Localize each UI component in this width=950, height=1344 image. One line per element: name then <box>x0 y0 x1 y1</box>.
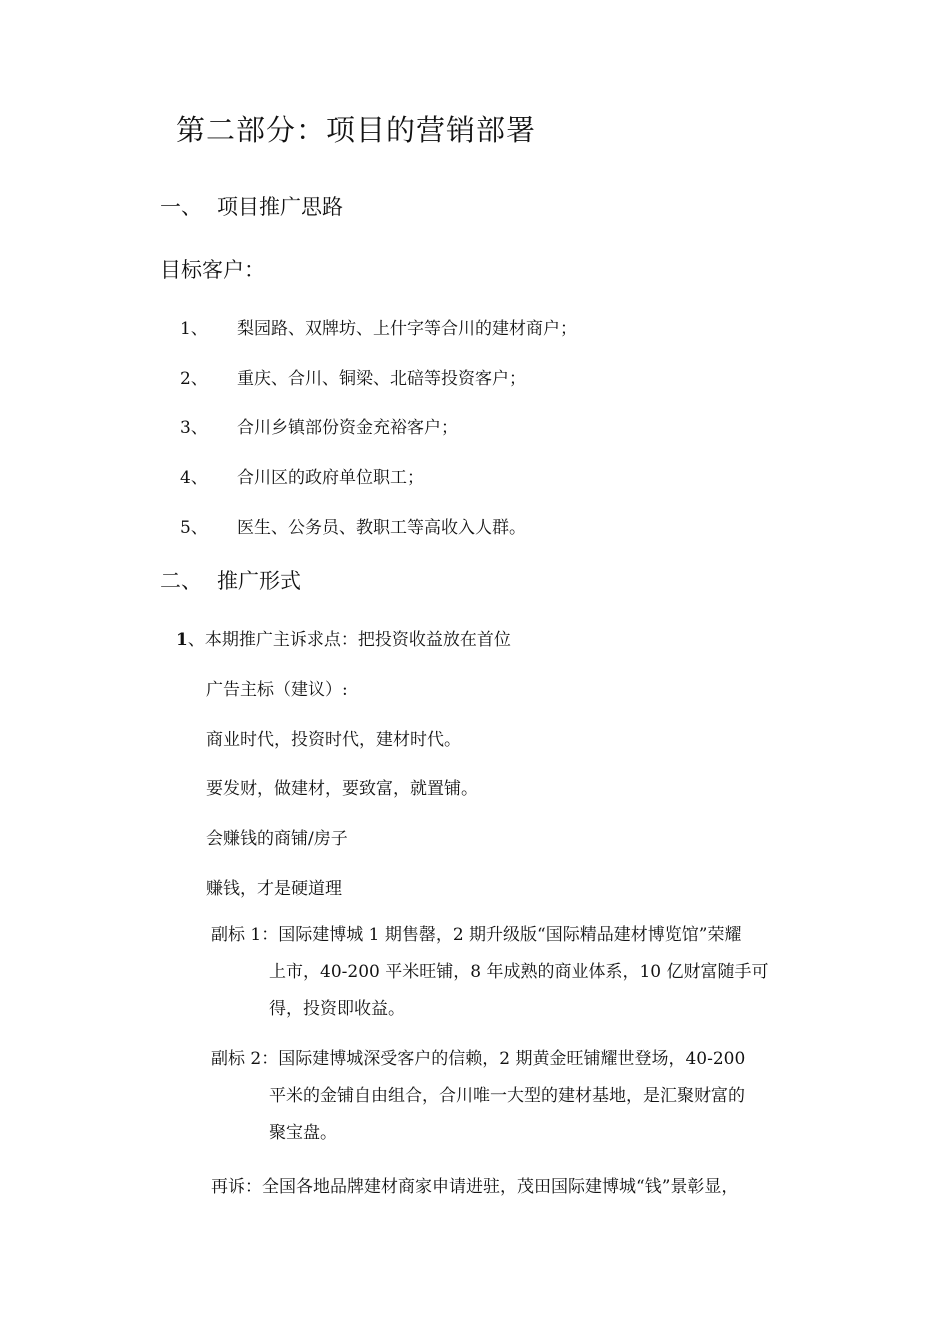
reiterate-line: 再诉：全国各地品牌建材商家申请进驻，茂田国际建博城“钱”景彰显， <box>211 1177 739 1197</box>
slogan-line: 赚钱，才是硬道理 <box>206 879 342 899</box>
list-item-text: 梨园路、双牌坊、上什字等合川的建材商户； <box>237 319 577 339</box>
sub-headline-2 <box>211 1041 809 1152</box>
paragraph-line: 平米的金铺自由组合，合川唯一大型的建材基地，是汇聚财富的 <box>269 1086 745 1106</box>
section-number: 二、 <box>160 569 202 593</box>
list-item-text: 医生、公务员、教职工等高收入人群。 <box>237 518 526 538</box>
slogan-line: 会赚钱的商铺/房子 <box>206 829 348 849</box>
paragraph-line: 上市，40-200 平米旺铺，8 年成熟的商业体系，10 亿财富随手可 <box>269 962 769 982</box>
list-item <box>180 413 780 437</box>
paragraph-line: 得，投资即收益。 <box>269 999 405 1019</box>
target-customers-label: 目标客户： <box>160 258 265 282</box>
point-heading <box>176 625 511 650</box>
list-item <box>180 364 780 388</box>
list-item <box>180 513 780 537</box>
list-item-number: 5、 <box>180 518 208 538</box>
paragraph-line: 副标 2：国际建博城深受客户的信赖，2 期黄金旺铺耀世登场，40-200 <box>211 1049 746 1069</box>
section-heading-1 <box>160 191 560 221</box>
point-text: 、本期推广主诉求点：把投资收益放在首位 <box>187 630 511 650</box>
list-item-number: 3、 <box>180 418 208 438</box>
list-item-text: 合川乡镇部份资金充裕客户； <box>237 418 458 438</box>
section-title: 项目推广思路 <box>217 195 343 219</box>
list-item-text: 合川区的政府单位职工； <box>237 468 424 488</box>
section-title: 推广形式 <box>217 569 301 593</box>
slogan-label: 广告主标（建议）: <box>206 680 348 700</box>
section-heading-2 <box>160 565 560 595</box>
page-title: 第二部分：项目的营销部署 <box>176 113 537 147</box>
slogan-line: 要发财，做建材，要致富，就置铺。 <box>206 779 478 799</box>
paragraph-line: 聚宝盘。 <box>269 1123 337 1143</box>
list-item <box>180 314 780 338</box>
list-item-text: 重庆、合川、铜梁、北碚等投资客户； <box>237 369 526 389</box>
paragraph-line: 副标 1：国际建博城 1 期售罄，2 期升级版“国际精品建材博览馆”荣耀 <box>211 925 742 945</box>
list-item <box>180 463 780 487</box>
point-number: 1 <box>176 630 188 650</box>
sub-headline-1 <box>211 917 809 1028</box>
list-item-number: 2、 <box>180 369 208 389</box>
slogan-line: 商业时代，投资时代，建材时代。 <box>206 730 461 750</box>
list-item-number: 4、 <box>180 468 208 488</box>
section-number: 一、 <box>160 195 202 219</box>
list-item-number: 1、 <box>180 319 208 339</box>
